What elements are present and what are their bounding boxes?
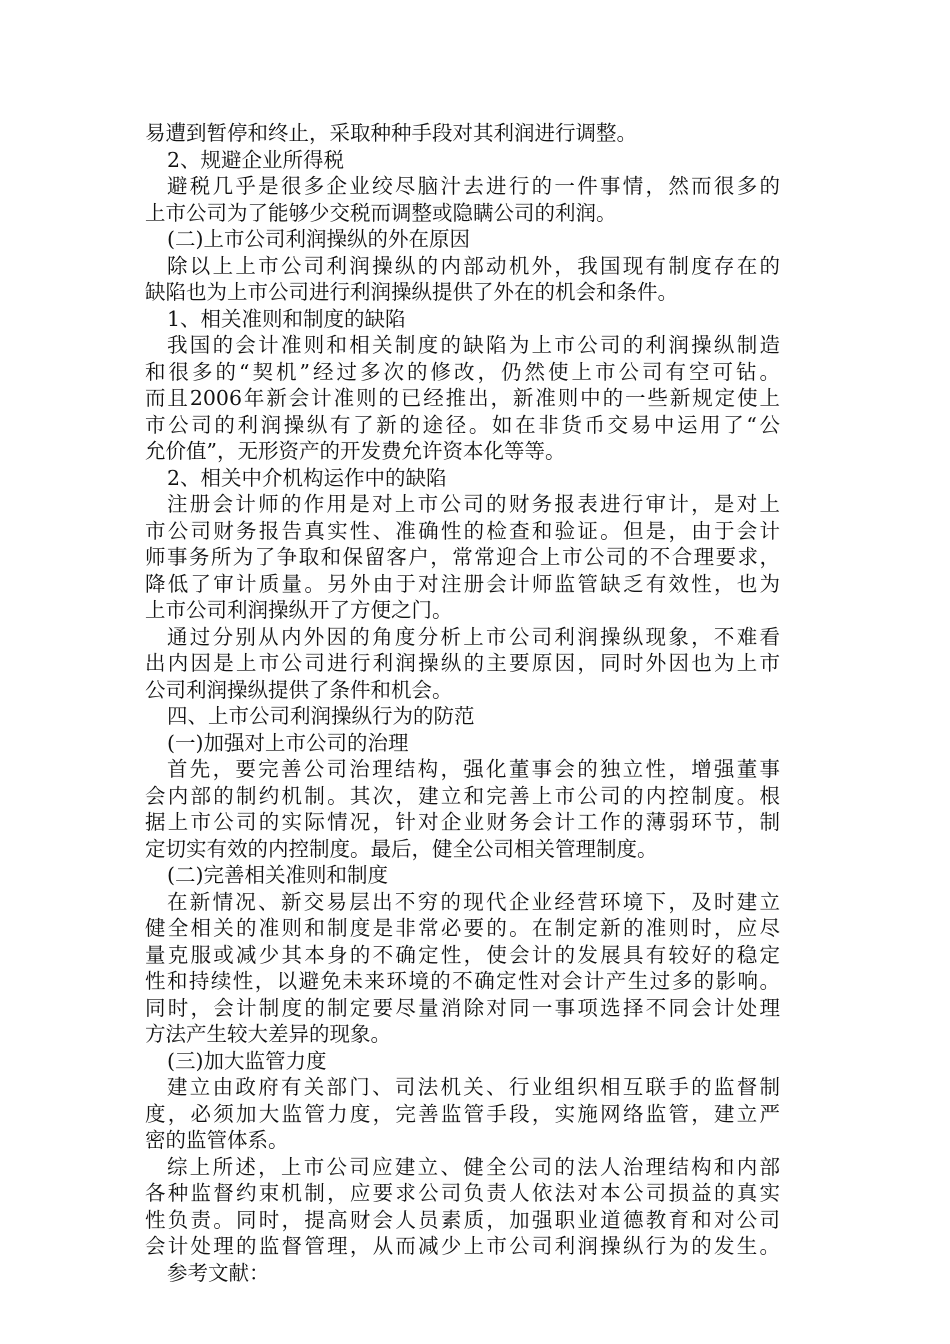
text-line: 和很多的“契机”经过多次的修改，仍然使上市公司有空可钻。 [145, 359, 780, 384]
text-line: 而且2006年新会计准则的已经推出，新准则中的一些新规定使上 [145, 386, 780, 410]
section-heading: (二)上市公司利润操纵的外在原因 [167, 227, 470, 251]
text-line: 师事务所为了争取和保留客户，常常迎合上市公司的不合理要求， [145, 545, 780, 569]
subsection-heading: (三)加大监管力度 [167, 1048, 327, 1073]
subsection-heading: (二)完善相关准则和制度 [167, 863, 388, 887]
text-line: 易遭到暂停和终止，采取种种手段对其利润进行调整。 [145, 121, 637, 145]
text-line: 上市公司为了能够少交税而调整或隐瞒公司的利润。 [145, 200, 617, 225]
text-line: 公司利润操纵提供了条件和机会。 [145, 677, 453, 702]
subsection-heading: 2、相关中介机构运作中的缺陷 [167, 465, 447, 490]
text-line: 市公司的利润操纵有了新的途径。如在非货币交易中运用了“公 [145, 412, 780, 437]
text-line: 密的监管体系。 [145, 1128, 289, 1152]
text-line: 性负责。同时，提高财会人员素质，加强职业道德教育和对公司 [145, 1207, 780, 1232]
text-line: 量克服或减少其本身的不确定性，使会计的发展具有较好的稳定 [145, 942, 780, 967]
subsection-heading: (一)加强对上市公司的治理 [167, 730, 409, 755]
text-line: 上市公司利润操纵开了方便之门。 [145, 598, 453, 622]
text-line: 方法产生较大差异的现象。 [145, 1022, 391, 1046]
text-line: 综上所述，上市公司应建立、健全公司的法人治理结构和内部 [167, 1154, 780, 1179]
text-line: 我国的会计准则和相关制度的缺陷为上市公司的利润操纵制造 [167, 333, 780, 357]
text-line: 各种监督约束机制，应要求公司负责人依法对本公司损益的真实 [145, 1181, 780, 1205]
references-heading: 参考文献： [167, 1260, 270, 1285]
text-line: 同时，会计制度的制定要尽量消除对同一事项选择不同会计处理 [145, 995, 780, 1020]
text-line: 注册会计师的作用是对上市公司的财务报表进行审计，是对上 [167, 492, 780, 516]
text-line: 据上市公司的实际情况，针对企业财务会计工作的薄弱环节，制 [145, 810, 780, 834]
document-body [145, 120, 780, 1286]
text-line: 健全相关的准则和制度是非常必要的。在制定新的准则时，应尽 [145, 916, 780, 940]
text-line: 在新情况、新交易层出不穷的现代企业经营环境下，及时建立 [167, 889, 780, 914]
subsection-heading: 1、相关准则和制度的缺陷 [167, 306, 406, 331]
section-heading: 四、上市公司利润操纵行为的防范 [167, 704, 475, 728]
text-line: 除以上上市公司利润操纵的内部动机外，我国现有制度存在的 [167, 253, 780, 278]
subsection-heading: 2、规避企业所得税 [167, 147, 345, 172]
text-line: 性和持续性，以避免未来环境的不确定性对会计产生过多的影响。 [145, 969, 780, 993]
text-line: 会计处理的监督管理，从而减少上市公司利润操纵行为的发生。 [145, 1234, 780, 1258]
text-line: 首先，要完善公司治理结构，强化董事会的独立性，增强董事 [167, 757, 780, 781]
text-line: 允价值”，无形资产的开发费允许资本化等等。 [145, 439, 566, 463]
text-line: 缺陷也为上市公司进行利润操纵提供了外在的机会和条件。 [145, 280, 678, 304]
text-line: 避税几乎是很多企业绞尽脑汁去进行的一件事情，然而很多的 [167, 174, 780, 198]
text-line: 定切实有效的内控制度。最后，健全公司相关管理制度。 [145, 836, 658, 861]
text-line: 度，必须加大监管力度，完善监管手段，实施网络监管，建立严 [145, 1101, 780, 1126]
text-line: 建立由政府有关部门、司法机关、行业组织相互联手的监督制 [167, 1075, 780, 1099]
text-line: 市公司财务报告真实性、准确性的检查和验证。但是，由于会计 [145, 518, 780, 543]
text-line: 降低了审计质量。另外由于对注册会计师监管缺乏有效性，也为 [145, 571, 780, 596]
text-line: 通过分别从内外因的角度分析上市公司利润操纵现象，不难看 [167, 624, 780, 649]
text-line: 出内因是上市公司进行利润操纵的主要原因，同时外因也为上市 [145, 651, 780, 675]
text-line: 会内部的制约机制。其次，建立和完善上市公司的内控制度。根 [145, 783, 780, 808]
